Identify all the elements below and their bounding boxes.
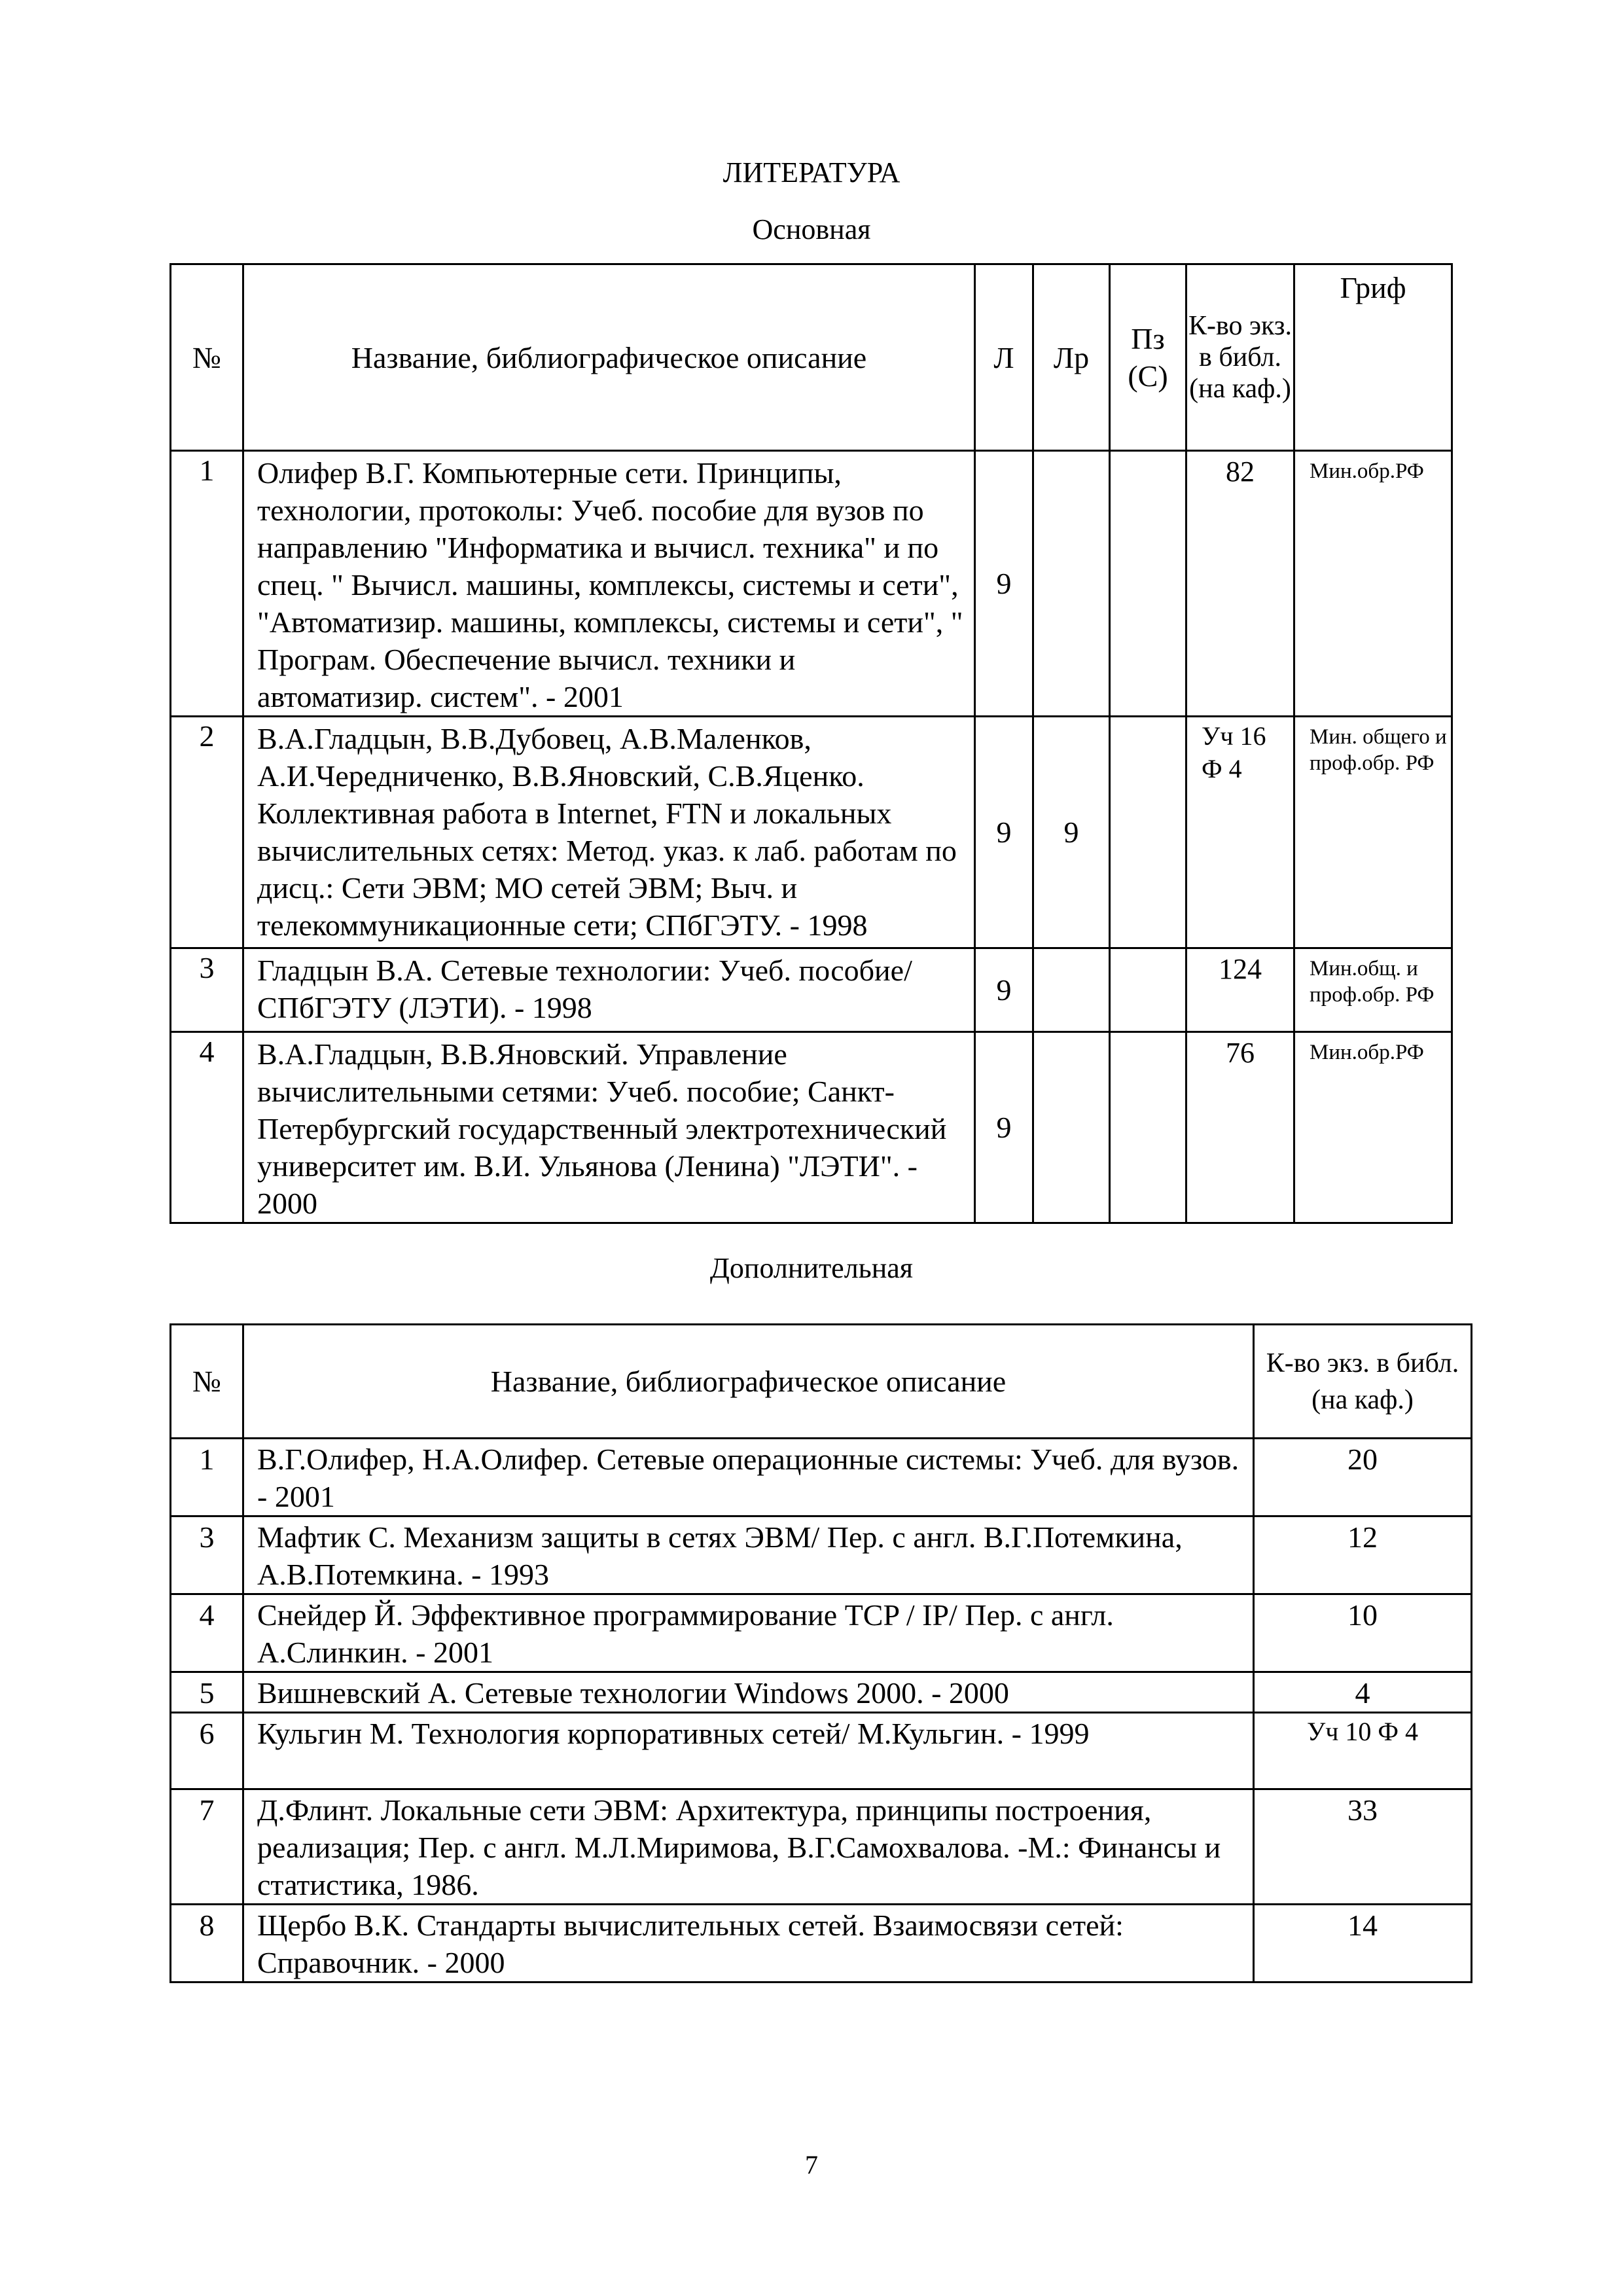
row-title: Гладцын В.А. Сетевые технологии: Учеб. пособие/ СПбГЭТУ (ЛЭТИ). - 1998 [243, 948, 975, 1032]
row-approval: Мин.обр.РФ [1294, 1032, 1452, 1223]
table-row [171, 1516, 1472, 1594]
row-title: Д.Флинт. Локальные сети ЭВМ: Архитектура, принципы построения, реализация; Пер. с англ. М.Л.Миримова, В.Г.Самохвалова. -М.: Финансы и статистика, 1986. [243, 1789, 1254, 1905]
row-practice [1110, 948, 1186, 1032]
row-number: 7 [171, 1789, 243, 1905]
row-number: 4 [171, 1594, 243, 1672]
row-number: 2 [171, 717, 243, 948]
row-lectures: 9 [975, 717, 1033, 948]
row-copies: 76 [1186, 1032, 1294, 1223]
row-labs [1033, 451, 1110, 717]
table-row [171, 1905, 1472, 1982]
page-title: ЛИТЕРАТУРА [722, 156, 901, 188]
row-number: 3 [171, 948, 243, 1032]
row-approval: Мин.общ. и проф.обр. РФ [1294, 948, 1452, 1032]
row-approval: Мин. общего и проф.обр. РФ [1294, 717, 1452, 948]
row-copies: 12 [1254, 1516, 1472, 1594]
main-literature-table [169, 263, 1453, 1224]
row-practice [1110, 1032, 1186, 1223]
col-header-title: Название, библиографическое описание [243, 264, 975, 451]
col-header-copies: К-во экз. в библ. (на каф.) [1254, 1325, 1472, 1439]
row-number: 1 [171, 1439, 243, 1516]
row-copies: 4 [1254, 1672, 1472, 1713]
table-header-row [171, 1325, 1472, 1439]
table-row [171, 948, 1452, 1032]
row-copies: 124 [1186, 948, 1294, 1032]
row-title: Щербо В.К. Стандарты вычислительных сетей. Взаимосвязи сетей: Справочник. - 2000 [243, 1905, 1254, 1982]
row-number: 8 [171, 1905, 243, 1982]
col-header-approval: Гриф [1294, 264, 1452, 451]
row-copies: Уч 16 Ф 4 [1186, 717, 1294, 948]
table-row [171, 1594, 1472, 1672]
row-title: В.А.Гладцын, В.В.Яновский. Управление вычислительными сетями: Учеб. пособие; Санкт-Петербургский государственный электротехнический университет им. В.И. Ульянова (Ленина) "ЛЭТИ". - 2000 [243, 1032, 975, 1223]
col-header-number: № [171, 264, 243, 451]
table-header-row [171, 264, 1452, 451]
row-copies: 82 [1186, 451, 1294, 717]
table-row [171, 1713, 1472, 1789]
row-copies: 10 [1254, 1594, 1472, 1672]
row-number: 3 [171, 1516, 243, 1594]
row-title: Кульгин М. Технология корпоративных сетей/ М.Кульгин. - 1999 [243, 1713, 1254, 1789]
row-number: 5 [171, 1672, 243, 1713]
row-lectures: 9 [975, 451, 1033, 717]
col-header-lectures: Л [975, 264, 1033, 451]
additional-literature-table [169, 1323, 1472, 1983]
col-header-copies: К-во экз. в библ. (на каф.) [1186, 264, 1294, 451]
additional-literature-heading: Дополнительная [709, 1252, 914, 1284]
row-approval: Мин.обр.РФ [1294, 451, 1452, 717]
table-row [171, 1032, 1452, 1223]
row-title: Вишневский А. Сетевые технологии Windows 2000. - 2000 [243, 1672, 1254, 1713]
col-header-practice: Пз (С) [1110, 264, 1186, 451]
row-practice [1110, 451, 1186, 717]
page-number: 7 [805, 2150, 818, 2179]
row-title: Снейдер Й. Эффективное программирование TCP / IP/ Пер. с англ. А.Слинкин. - 2001 [243, 1594, 1254, 1672]
row-number: 4 [171, 1032, 243, 1223]
table-row [171, 717, 1452, 948]
row-labs [1033, 948, 1110, 1032]
row-title: Мафтик С. Механизм защиты в сетях ЭВМ/ Пер. с англ. В.Г.Потемкина, А.В.Потемкина. - 1993 [243, 1516, 1254, 1594]
row-lectures: 9 [975, 948, 1033, 1032]
table-row [171, 1672, 1472, 1713]
table-row [171, 451, 1452, 717]
row-labs: 9 [1033, 717, 1110, 948]
row-title: В.А.Гладцын, В.В.Дубовец, А.В.Маленков, А.И.Чередниченко, В.В.Яновский, С.В.Яценко. Коллективная работа в Internet, FTN и локальных вычислительных сетях: Метод. указ. к лаб. работам по дисц.: Сети ЭВМ; МО сетей ЭВМ; Выч. и телекоммуникационные сети; СПбГЭТУ. - 1998 [243, 717, 975, 948]
row-lectures: 9 [975, 1032, 1033, 1223]
row-copies: 14 [1254, 1905, 1472, 1982]
col-header-title: Название, библиографическое описание [243, 1325, 1254, 1439]
row-number: 6 [171, 1713, 243, 1789]
row-title: Олифер В.Г. Компьютерные сети. Принципы, технологии, протоколы: Учеб. пособие для вузов по направлению "Информатика и вычисл. техника" и по спец. " Вычисл. машины, комплексы, системы и сети", "Автоматизир. машины, комплексы, системы и сети", " Програм. Обеспечение вычисл. техники и автоматизир. систем". - 2001 [243, 451, 975, 717]
row-practice [1110, 717, 1186, 948]
row-copies: Уч 10 Ф 4 [1254, 1713, 1472, 1789]
row-copies: 33 [1254, 1789, 1472, 1905]
row-title: В.Г.Олифер, Н.А.Олифер. Сетевые операционные системы: Учеб. для вузов. - 2001 [243, 1439, 1254, 1516]
table-row [171, 1439, 1472, 1516]
row-number: 1 [171, 451, 243, 717]
row-copies: 20 [1254, 1439, 1472, 1516]
row-labs [1033, 1032, 1110, 1223]
col-header-number: № [171, 1325, 243, 1439]
main-literature-heading: Основная [752, 213, 871, 245]
table-row [171, 1789, 1472, 1905]
col-header-labs: Лр [1033, 264, 1110, 451]
